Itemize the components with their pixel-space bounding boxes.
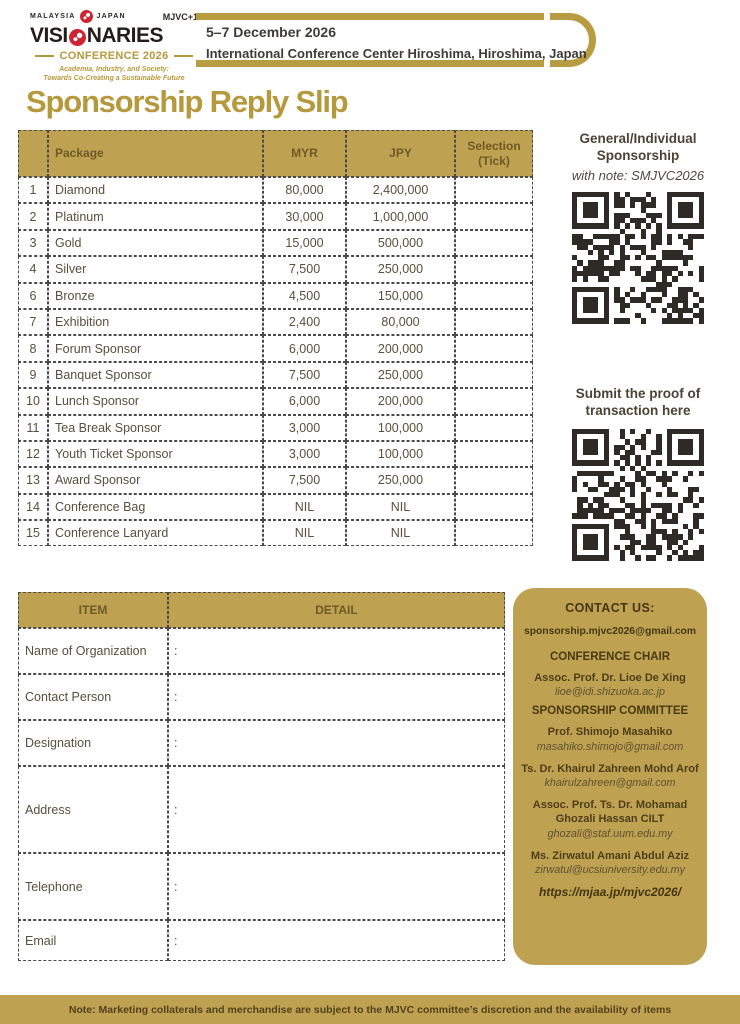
row-number: 4: [18, 256, 48, 282]
selection-tick-cell[interactable]: [455, 362, 533, 388]
row-number: 11: [18, 415, 48, 441]
contact-person-email: zirwatul@ucsiuniversity.edu.my: [535, 863, 685, 876]
package-name: Diamond: [48, 177, 263, 203]
row-number: 3: [18, 230, 48, 256]
package-table-header-row: [18, 130, 533, 177]
sakura-sun-icon: [80, 10, 93, 23]
selection-tick-cell[interactable]: [455, 230, 533, 256]
contact-person-name: Ms. Zirwatul Amani Abdul Aziz: [530, 849, 690, 862]
row-number: 15: [18, 520, 48, 546]
header-jpy: JPY: [346, 130, 455, 177]
row-number: 10: [18, 388, 48, 414]
contact-section-title: SPONSORSHIP COMMITTEE: [531, 705, 689, 718]
colon-separator: :: [174, 690, 178, 704]
reply-form-body: [18, 628, 505, 961]
header-number: [18, 130, 48, 177]
price-myr: 15,000: [263, 230, 346, 256]
selection-tick-cell[interactable]: [455, 441, 533, 467]
selection-tick-cell[interactable]: [455, 177, 533, 203]
form-field-detail-cell[interactable]: [168, 720, 505, 766]
selection-tick-cell[interactable]: [455, 283, 533, 309]
package-name: Banquet Sponsor: [48, 362, 263, 388]
row-number: 9: [18, 362, 48, 388]
colon-separator: :: [174, 802, 178, 817]
form-field-detail-cell[interactable]: [168, 853, 505, 920]
row-number: 12: [18, 441, 48, 467]
form-row: [18, 720, 505, 766]
package-table-body: [18, 177, 533, 546]
package-name: Platinum: [48, 203, 263, 229]
logo-japan-label: JAPAN: [96, 13, 126, 20]
form-field-detail-cell[interactable]: [168, 766, 505, 853]
header-detail: DETAIL: [168, 592, 505, 628]
selection-tick-cell[interactable]: [455, 388, 533, 414]
event-venue: International Conference Center Hiroshima, Hiroshima, Japan: [206, 46, 587, 61]
price-jpy: 250,000: [346, 467, 455, 493]
price-myr: 3,000: [263, 441, 346, 467]
table-row: [18, 467, 533, 493]
conference-logo: [30, 10, 198, 84]
selection-tick-cell[interactable]: [455, 203, 533, 229]
package-name: Forum Sponsor: [48, 335, 263, 361]
colon-separator: :: [174, 736, 178, 750]
package-name: Tea Break Sponsor: [48, 415, 263, 441]
price-myr: 30,000: [263, 203, 346, 229]
form-row: [18, 920, 505, 961]
form-row: [18, 853, 505, 920]
package-name: Conference Bag: [48, 494, 263, 520]
form-field-label: Address: [18, 766, 168, 853]
contact-person-email: khairulzahreen@gmail.com: [544, 776, 676, 789]
form-field-label: Telephone: [18, 853, 168, 920]
selection-tick-cell[interactable]: [455, 335, 533, 361]
price-myr: 7,500: [263, 256, 346, 282]
table-row: [18, 283, 533, 309]
conference-year-line: CONFERENCE 2026: [30, 50, 198, 62]
table-row: [18, 335, 533, 361]
general-sponsorship-qr-section: [538, 131, 738, 324]
price-jpy: 100,000: [346, 415, 455, 441]
table-row: [18, 494, 533, 520]
header-item: ITEM: [18, 592, 168, 628]
contact-us-heading: CONTACT US:: [565, 601, 655, 615]
selection-tick-cell[interactable]: [455, 256, 533, 282]
table-row: [18, 203, 533, 229]
footer-band: [0, 995, 740, 1024]
form-field-label: Contact Person: [18, 674, 168, 720]
sakura-sun-icon-large: [69, 29, 86, 46]
table-row: [18, 441, 533, 467]
table-row: [18, 177, 533, 203]
colon-separator: :: [174, 879, 178, 894]
price-jpy: 100,000: [346, 441, 455, 467]
qr1-title: General/Individual Sponsorship: [579, 131, 697, 163]
price-myr: 7,500: [263, 362, 346, 388]
selection-tick-cell[interactable]: [455, 415, 533, 441]
selection-tick-cell[interactable]: [455, 467, 533, 493]
header-myr: MYR: [263, 130, 346, 177]
form-field-detail-cell[interactable]: [168, 674, 505, 720]
qr2-title: Submit the proof of transaction here: [575, 386, 701, 418]
table-row: [18, 362, 533, 388]
form-field-label: Name of Organization: [18, 628, 168, 674]
qr-code-icon: [572, 429, 704, 561]
contact-person-name: Assoc. Prof. Ts. Dr. Mohamad Ghozali Hassan CILT: [532, 798, 688, 826]
mjvc-badge: MJVC+1: [162, 11, 198, 22]
selection-tick-cell[interactable]: [455, 309, 533, 335]
colon-separator: :: [174, 644, 178, 658]
form-row: [18, 766, 505, 853]
price-myr: 4,500: [263, 283, 346, 309]
row-number: 8: [18, 335, 48, 361]
price-myr: NIL: [263, 494, 346, 520]
table-row: [18, 256, 533, 282]
qr-code-icon: [572, 192, 704, 324]
header-selection: Selection (Tick): [455, 130, 533, 177]
header-package: Package: [48, 130, 263, 177]
price-jpy: 2,400,000: [346, 177, 455, 203]
logo-malaysia-label: MALAYSIA: [30, 13, 76, 20]
price-jpy: 150,000: [346, 283, 455, 309]
contact-panel: [513, 588, 707, 965]
price-jpy: NIL: [346, 494, 455, 520]
contact-person-name: Assoc. Prof. Dr. Lioe De Xing: [534, 672, 686, 684]
event-banner: [206, 24, 587, 61]
row-number: 6: [18, 283, 48, 309]
package-name: Youth Ticket Sponsor: [48, 441, 263, 467]
price-jpy: 250,000: [346, 362, 455, 388]
contact-person-email: lioe@idi.shizuoka.ac.jp: [555, 686, 665, 699]
table-row: [18, 520, 533, 546]
price-jpy: 200,000: [346, 335, 455, 361]
price-jpy: 80,000: [346, 309, 455, 335]
price-myr: 80,000: [263, 177, 346, 203]
selection-tick-cell[interactable]: [455, 494, 533, 520]
footer-note: Note: Marketing collaterals and merchandise are subject to the MJVC committee’s discretion and the availability of items: [68, 1003, 672, 1016]
qr1-note: with note: SMJVC2026: [571, 167, 705, 183]
logo-tagline: Academia, Industry, and Society: Towards Co-Creating a Sustainable Future: [43, 66, 185, 83]
form-row: [18, 628, 505, 674]
row-number: 7: [18, 309, 48, 335]
logo-top-row: [30, 10, 198, 23]
form-field-label: Designation: [18, 720, 168, 766]
price-myr: 6,000: [263, 335, 346, 361]
row-number: 13: [18, 467, 48, 493]
form-field-label: Email: [18, 920, 168, 961]
contact-person-name: Prof. Shimojo Masahiko: [547, 726, 673, 739]
page-title: Sponsorship Reply Slip: [26, 84, 348, 119]
contact-person-email: ghozali@staf.uum.edu.my: [547, 827, 673, 840]
contact-person-name: Ts. Dr. Khairul Zahreen Mohd Arof: [521, 762, 699, 775]
package-name: Conference Lanyard: [48, 520, 263, 546]
package-name: Silver: [48, 256, 263, 282]
form-field-detail-cell[interactable]: [168, 920, 505, 961]
price-myr: NIL: [263, 520, 346, 546]
colon-separator: :: [174, 933, 178, 948]
price-myr: 7,500: [263, 467, 346, 493]
sponsorship-email: sponsorship.mjvc2026@gmail.com: [524, 626, 696, 637]
price-jpy: 500,000: [346, 230, 455, 256]
package-name: Bronze: [48, 283, 263, 309]
row-number: 1: [18, 177, 48, 203]
form-header-row: [18, 592, 505, 628]
visionaries-wordmark: VISI NARIES: [30, 24, 164, 47]
row-number: 2: [18, 203, 48, 229]
form-row: [18, 674, 505, 720]
package-name: Lunch Sponsor: [48, 388, 263, 414]
package-name: Gold: [48, 230, 263, 256]
reply-form-table: [18, 592, 505, 961]
price-myr: 2,400: [263, 309, 346, 335]
row-number: 14: [18, 494, 48, 520]
price-jpy: NIL: [346, 520, 455, 546]
contact-person-email: masahiko.shimojo@gmail.com: [536, 740, 684, 753]
proof-of-transaction-qr-section: [538, 386, 738, 561]
package-name: Award Sponsor: [48, 467, 263, 493]
sponsorship-package-table: [18, 130, 533, 546]
table-row: [18, 415, 533, 441]
table-row: [18, 230, 533, 256]
package-name: Exhibition: [48, 309, 263, 335]
price-jpy: 200,000: [346, 388, 455, 414]
price-myr: 6,000: [263, 388, 346, 414]
price-jpy: 250,000: [346, 256, 455, 282]
selection-tick-cell[interactable]: [455, 520, 533, 546]
event-date: 5–7 December 2026: [206, 24, 336, 40]
form-field-detail-cell[interactable]: [168, 628, 505, 674]
contact-sections: [521, 651, 699, 877]
contact-section-title: CONFERENCE CHAIR: [549, 651, 671, 663]
conference-website-url: https://mjaa.jp/mjvc2026/: [538, 884, 682, 899]
table-row: [18, 309, 533, 335]
table-row: [18, 388, 533, 414]
price-jpy: 1,000,000: [346, 203, 455, 229]
price-myr: 3,000: [263, 415, 346, 441]
